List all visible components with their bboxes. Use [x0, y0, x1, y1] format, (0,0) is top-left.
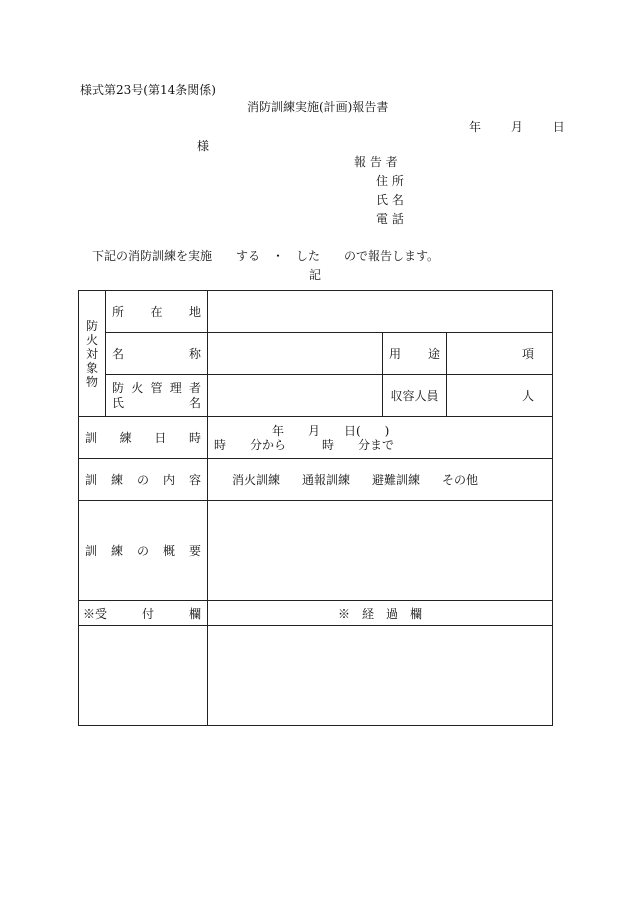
- reporter-label: 報 告 者: [354, 155, 398, 169]
- report-table: [78, 290, 553, 726]
- progress-label: ※ 経 過 欄: [208, 601, 553, 626]
- option-reporting[interactable]: 通報訓練: [301, 473, 350, 487]
- name-field[interactable]: [208, 333, 383, 375]
- usage-label: 用 途: [383, 333, 447, 375]
- manager-field[interactable]: [208, 375, 383, 417]
- intro-text: 下記の消防訓練を実施 する ・ した ので報告します。: [92, 249, 440, 263]
- form-number: 様式第23号(第14条関係): [80, 83, 216, 97]
- document-title: 消防訓練実施(計画)報告書: [247, 100, 389, 114]
- date-month: 月: [510, 120, 523, 134]
- reporter-address-label: 住 所: [376, 174, 404, 188]
- option-evacuation[interactable]: 避難訓練: [372, 473, 421, 487]
- datetime-label: 訓 練 日 時: [79, 417, 208, 459]
- addressee: 様: [197, 139, 210, 153]
- date-line: [469, 121, 565, 133]
- datetime-field[interactable]: 年 月 日( ) 時 分から 時 分まで: [208, 417, 553, 459]
- summary-field[interactable]: [208, 501, 553, 601]
- fire-target-label: 防 火 対 象 物: [79, 291, 106, 417]
- reporter-name-label: 氏 名: [376, 193, 404, 207]
- capacity-label: 収容人員: [383, 375, 447, 417]
- usage-field[interactable]: 項: [447, 333, 553, 375]
- content-label: 訓 練 の 内 容: [79, 459, 208, 501]
- date-day: 日: [552, 120, 565, 134]
- reporter-block: [354, 156, 404, 232]
- reception-label: ※受 付 欄: [79, 601, 208, 626]
- location-field[interactable]: [208, 291, 553, 333]
- option-other[interactable]: その他: [442, 473, 479, 487]
- progress-field[interactable]: [208, 626, 553, 726]
- reporter-phone-label: 電 話: [376, 212, 404, 226]
- manager-label: 防 火 管 理 者 氏 名: [106, 375, 208, 417]
- name-label: 名 称: [106, 333, 208, 375]
- ki-label: 記: [309, 268, 322, 282]
- content-options[interactable]: [208, 459, 553, 501]
- reception-field[interactable]: [79, 626, 208, 726]
- option-fire-extinguishing[interactable]: 消火訓練: [231, 473, 280, 487]
- date-year: 年: [469, 120, 482, 134]
- capacity-field[interactable]: 人: [447, 375, 553, 417]
- summary-label: 訓 練 の 概 要: [79, 501, 208, 601]
- location-label: 所 在 地: [106, 291, 208, 333]
